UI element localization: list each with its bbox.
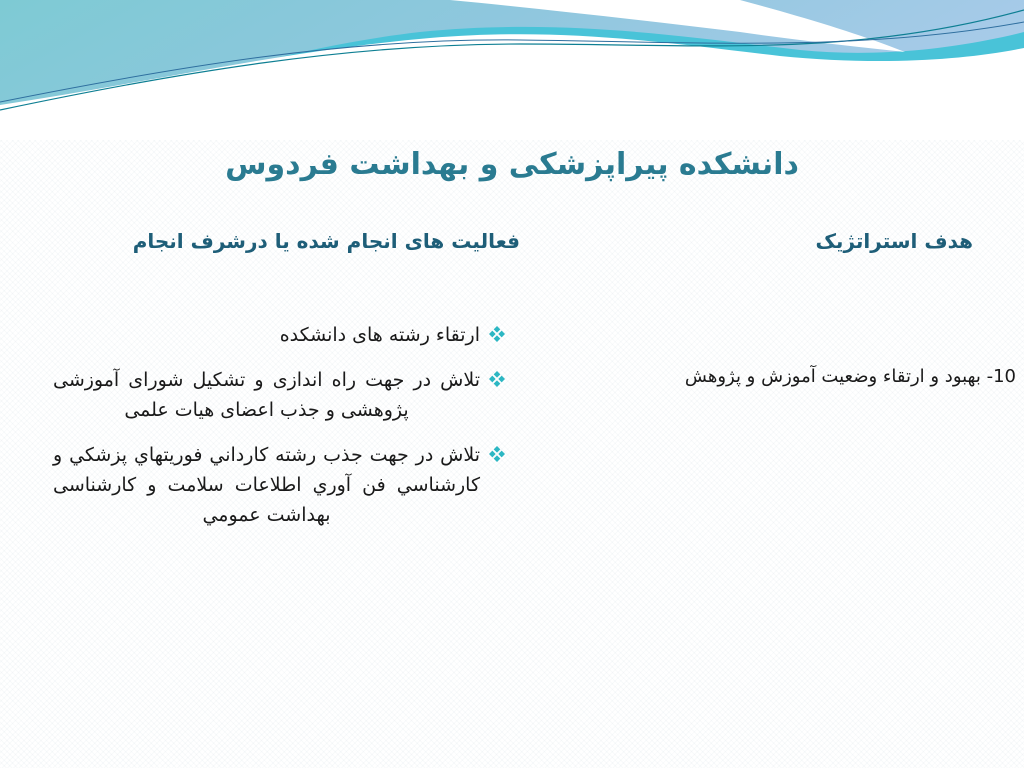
wave-banner-graphic bbox=[0, 0, 1024, 140]
column-header-strategic-goal: هدف استراتژیک bbox=[815, 229, 973, 253]
slide-title: دانشکده پیراپزشکی و بهداشت فردوس bbox=[225, 147, 799, 182]
activity-item bbox=[53, 440, 505, 530]
diamond-bullet-icon bbox=[489, 326, 505, 342]
diamond-bullet-icon bbox=[489, 446, 505, 462]
activity-text: تلاش در جهت جذب رشته كارداني فوريتهاي پزشكي و كارشناسي فن آوري اطلاعات سلامت و كارشناسی بهداشت عمومي bbox=[53, 444, 480, 527]
activity-item bbox=[53, 320, 505, 350]
strategic-goal-item: 10- بهبود و ارتقاء وضعیت آموزش و پژوهش bbox=[684, 366, 1016, 387]
diamond-bullet-icon bbox=[489, 371, 505, 387]
activity-list bbox=[53, 320, 505, 545]
activity-text: ارتقاء رشته های دانشکده bbox=[279, 324, 480, 346]
activity-item bbox=[53, 365, 505, 425]
column-header-activities: فعالیت های انجام شده یا درشرف انجام bbox=[132, 229, 520, 253]
activity-text: تلاش در جهت راه اندازی و تشکیل شورای آموزشی پژوهشی و جذب اعضای هیات علمی bbox=[53, 369, 480, 422]
